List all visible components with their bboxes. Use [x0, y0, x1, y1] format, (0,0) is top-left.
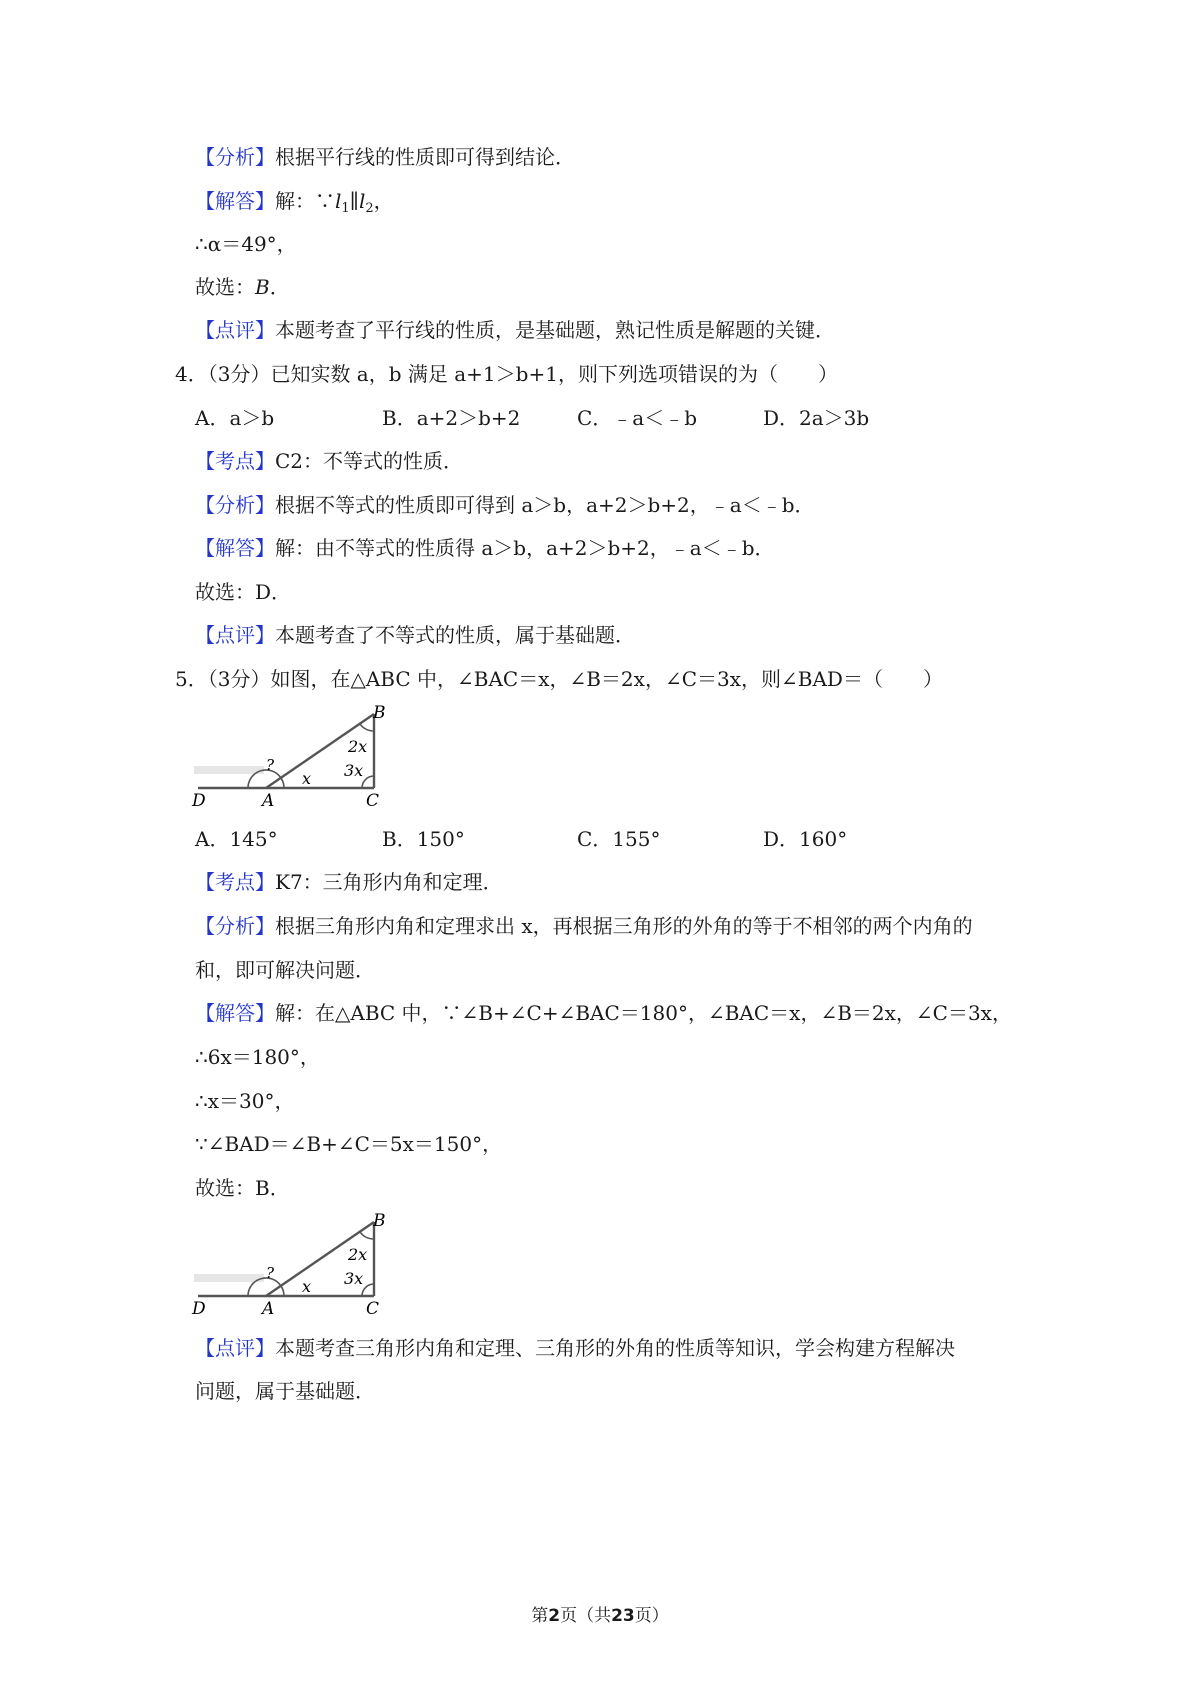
- q5-option-b: B．150°: [382, 827, 465, 851]
- solution-tag: 【解答】: [195, 189, 275, 213]
- footer-total-pages: 23: [611, 1606, 635, 1626]
- choice-letter: B: [255, 275, 270, 299]
- angle-arc-c: [362, 1284, 374, 1296]
- q5-choice-line: 故选：B．: [195, 1176, 290, 1200]
- angle-arc-b: [360, 724, 374, 731]
- q5-step1: ∴6x＝180°，: [195, 1045, 320, 1069]
- triangle-figure-solution: [190, 1208, 400, 1320]
- subscript-2: 2: [365, 201, 374, 216]
- label-3x: 3x: [344, 761, 364, 780]
- analysis-text: 根据不等式的性质即可得到 a＞b，a+2＞b+2，﹣a＜﹣b．: [275, 493, 815, 517]
- label-3x: 3x: [344, 1269, 364, 1288]
- solution-tag: 【解答】: [195, 1001, 275, 1025]
- q5-step2: ∴x＝30°，: [195, 1089, 295, 1113]
- q4-option-d: D．2a＞3b: [763, 406, 870, 430]
- q5-option-c: C．155°: [577, 827, 661, 851]
- footer-post: 页）: [634, 1606, 669, 1626]
- parallel-symbol: ∥: [349, 189, 359, 213]
- label-x: x: [302, 769, 312, 788]
- q5-point-line: [195, 867, 503, 897]
- review-tag: 【点评】: [195, 623, 275, 647]
- label-b: B: [373, 1211, 386, 1231]
- label-x: x: [302, 1277, 312, 1296]
- review-text: 本题考查了不等式的性质，属于基础题．: [275, 623, 635, 647]
- q5-review-line2: 问题，属于基础题．: [195, 1379, 375, 1403]
- q3-analysis-line: [195, 142, 575, 172]
- solution-tag: 【解答】: [195, 536, 275, 560]
- angle-arc-bac: [281, 1286, 284, 1296]
- angle-arc-bac: [281, 778, 284, 788]
- line-l2: l: [358, 189, 366, 213]
- analysis-tag: 【分析】: [195, 493, 275, 517]
- q5-options: [0, 824, 1200, 854]
- footer-mid: 页（共: [560, 1606, 612, 1626]
- angle-arc-c: [362, 776, 374, 788]
- watermark-smudge: [194, 766, 264, 774]
- choice-prefix: 故选：: [195, 275, 255, 299]
- q4-point-line: [195, 446, 463, 476]
- q5-analysis-line1: [195, 911, 973, 941]
- page-footer: [0, 1604, 1200, 1628]
- q5-step3: ∵∠BAD＝∠B+∠C＝5x＝150°，: [195, 1132, 503, 1156]
- comma: ，: [373, 189, 394, 213]
- label-a: A: [262, 1299, 275, 1319]
- line-l1: l: [335, 189, 342, 213]
- label-d: D: [192, 791, 206, 811]
- q3-choice-line: [195, 272, 290, 302]
- label-d: D: [192, 1299, 206, 1319]
- label-a: A: [262, 791, 275, 811]
- q5-analysis-line2: 和，即可解决问题．: [195, 958, 375, 982]
- q4-option-a: A．a＞b: [195, 406, 275, 430]
- label-2x: 2x: [348, 737, 368, 756]
- solution-prefix: 解：∵: [275, 189, 335, 213]
- label-c: C: [366, 1299, 380, 1319]
- footer-page-number: 2: [548, 1606, 561, 1626]
- analysis-text-1: 根据三角形内角和定理求出 x，再根据三角形的外角的等于不相邻的两个内角的: [275, 914, 973, 938]
- q3-solution-line: [195, 186, 394, 224]
- watermark-smudge: [194, 1274, 264, 1282]
- q4-stem: 4．（3分）已知实数 a，b 满足 a+1＞b+1，则下列选项错误的为（ ）: [175, 362, 838, 386]
- label-question: ?: [266, 756, 275, 774]
- q4-choice-line: 故选：D．: [195, 580, 292, 604]
- q5-option-a: A．145°: [195, 827, 278, 851]
- review-tag: 【点评】: [195, 1336, 275, 1360]
- review-tag: 【点评】: [195, 318, 275, 342]
- q4-review-line: [195, 620, 635, 650]
- triangle-figure: [190, 700, 400, 812]
- footer-pre: 第: [531, 1606, 549, 1626]
- q4-option-b: B．a+2＞b+2: [382, 406, 521, 430]
- review-text-1: 本题考查三角形内角和定理、三角形的外角的性质等知识，学会构建方程解决: [275, 1336, 955, 1360]
- q3-review-line: [195, 315, 835, 345]
- label-2x: 2x: [348, 1245, 368, 1264]
- q4-options: [0, 403, 1200, 433]
- solution-text-1: 解：在△ABC 中，∵∠B+∠C+∠BAC＝180°，∠BAC＝x，∠B＝2x，∠C＝3x，: [275, 1001, 1012, 1025]
- q4-solution-line: [195, 533, 775, 563]
- q5-option-d: D．160°: [763, 827, 848, 851]
- q5-review-line1: [195, 1333, 955, 1363]
- point-text: K7：三角形内角和定理．: [275, 870, 503, 894]
- analysis-tag: 【分析】: [195, 914, 275, 938]
- angle-arc-b: [360, 1232, 374, 1239]
- point-text: C2：不等式的性质．: [275, 449, 464, 473]
- label-question: ?: [266, 1264, 275, 1282]
- q5-stem: 5．（3分）如图，在△ABC 中，∠BAC＝x，∠B＝2x，∠C＝3x，则∠BAD＝（ ）: [175, 667, 943, 691]
- q5-solution-line1: [195, 998, 1012, 1028]
- q4-option-c: C．﹣a＜﹣b: [577, 406, 698, 430]
- analysis-tag: 【分析】: [195, 145, 275, 169]
- q3-step1: ∴α＝49°，: [195, 232, 297, 256]
- label-b: B: [373, 703, 386, 723]
- analysis-text: 根据平行线的性质即可得到结论．: [275, 145, 575, 169]
- point-tag: 【考点】: [195, 870, 275, 894]
- review-text: 本题考查了平行线的性质，是基础题，熟记性质是解题的关键．: [275, 318, 835, 342]
- point-tag: 【考点】: [195, 449, 275, 473]
- label-c: C: [366, 791, 380, 811]
- q4-analysis-line: [195, 490, 815, 520]
- solution-text: 解：由不等式的性质得 a＞b，a+2＞b+2，﹣a＜﹣b．: [275, 536, 775, 560]
- subscript-1: 1: [341, 201, 350, 216]
- choice-period: ．: [269, 275, 290, 299]
